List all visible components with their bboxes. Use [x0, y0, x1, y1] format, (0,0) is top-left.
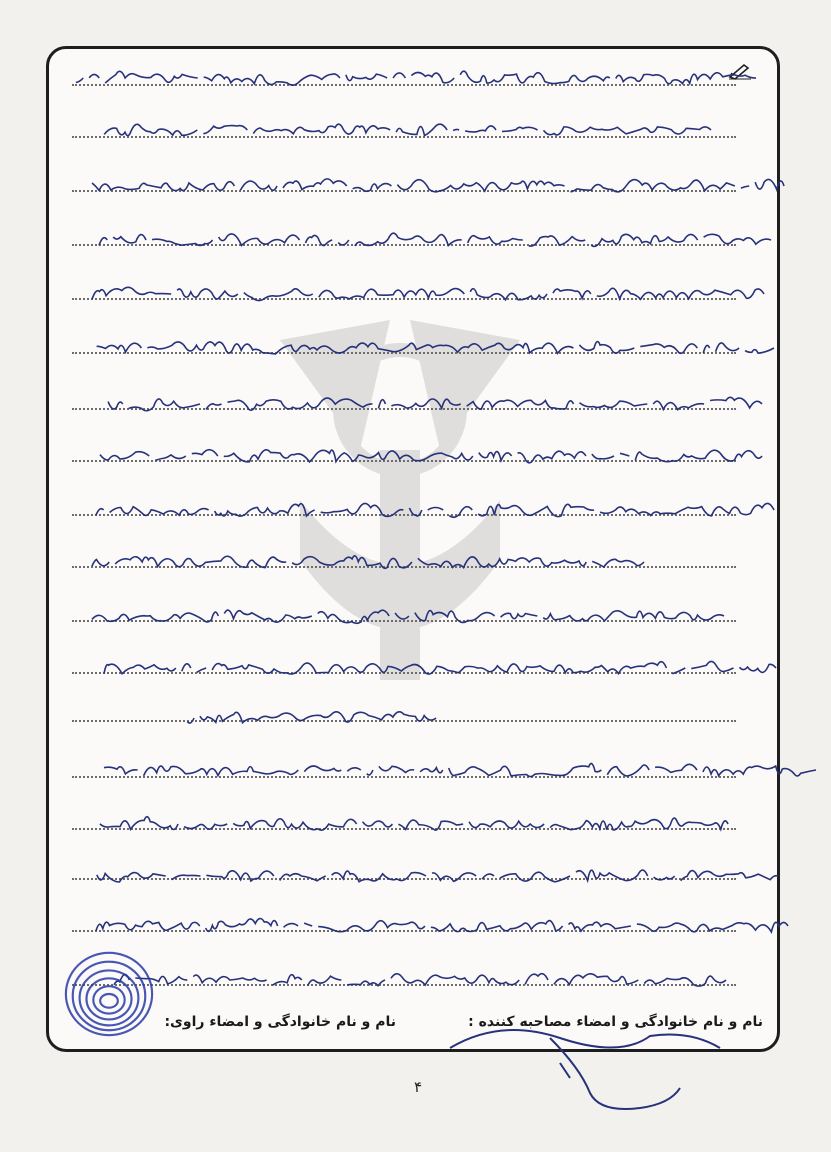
- handwritten-line: [88, 532, 648, 586]
- handwritten-line: [100, 638, 780, 692]
- handwritten-line: [92, 794, 732, 848]
- interviewer-signature-label: نام و نام خانوادگی و امضاء مصاحبه کننده :: [468, 1014, 763, 1030]
- handwritten-line: [100, 740, 820, 794]
- handwritten-line: [96, 426, 766, 480]
- handwritten-line: [88, 264, 768, 318]
- page-number: ۴: [413, 1078, 423, 1096]
- handwritten-line: [88, 318, 778, 372]
- fingerprint-mark: [60, 945, 158, 1043]
- handwritten-line: [88, 586, 728, 640]
- handwritten-line: [96, 374, 766, 428]
- narrator-signature-label: نام و نام خانوادگی و امضاء راوی:: [164, 1014, 396, 1030]
- handwritten-line: [92, 896, 792, 950]
- handwritten-line: [70, 48, 760, 102]
- handwritten-line: [95, 210, 775, 264]
- handwritten-line: [88, 480, 778, 534]
- handwritten-line: [95, 100, 715, 154]
- handwritten-line: [180, 688, 440, 742]
- handwritten-line: [88, 156, 788, 210]
- handwritten-line: [92, 846, 782, 900]
- handwritten-line: [110, 950, 730, 1004]
